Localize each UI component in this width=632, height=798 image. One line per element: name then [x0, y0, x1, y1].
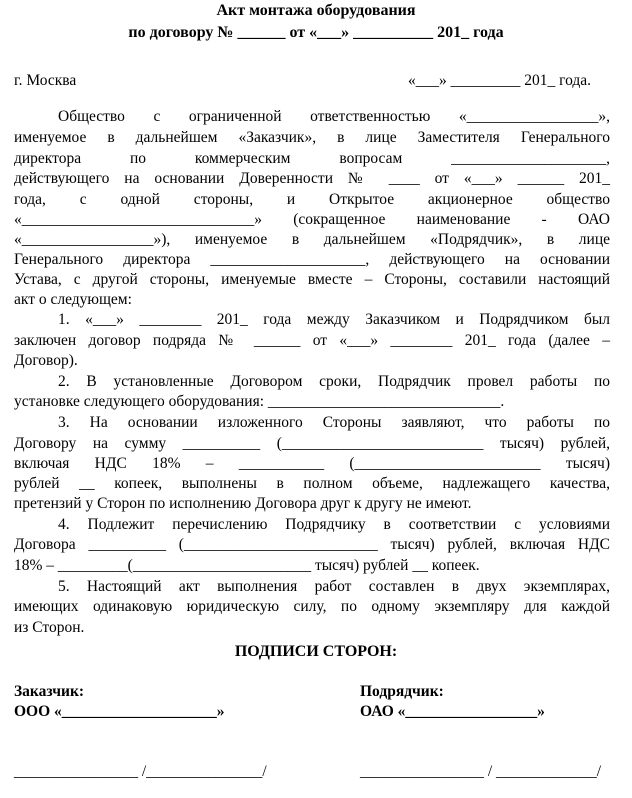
text-line: «_________________»), именуемое в дальнейшем «Подрядчик», в лице — [14, 231, 610, 248]
document-title: Акт монтажа оборудования — [216, 2, 416, 19]
document-date: «___» _________ 201_ года. — [408, 72, 592, 89]
city-label: г. Москва — [14, 72, 77, 89]
text-line: 2. В установленные Договором сроки, Подрядчик провел работы по — [58, 373, 610, 390]
text-line: 3. На основании изложенного Стороны заявляют, что работы по — [58, 414, 610, 431]
contractor-role-label: Подрядчик: — [360, 683, 444, 700]
text-line: Договора __________ (_________________________ тысяч) рублей, включая НДС — [14, 536, 610, 553]
customer-signature-line: ________________ /_______________/ — [14, 763, 267, 780]
text-line: акт о следующем: — [14, 291, 132, 308]
text-line: имеющих одинаковую юридическую силу, по одному экземпляру для каждой — [14, 598, 610, 615]
text-line: 5. Настоящий акт выполнения работ составлен в двух экземплярах, — [58, 578, 610, 595]
text-line: установке следующего оборудования: ______________________________. — [14, 393, 505, 410]
text-line: «______________________________» (сокращенное наименование - ОАО — [14, 211, 610, 228]
signatures-heading: ПОДПИСИ СТОРОН: — [234, 643, 398, 660]
text-line: заключен договор подряда № ______ от «___» ________ 201_ года (далее – — [14, 332, 610, 349]
customer-role-label: Заказчик: — [14, 683, 85, 700]
text-line: 1. «___» ________ 201_ года между Заказчиком и Подрядчиком был — [58, 311, 610, 328]
text-line: рублей __ копеек, выполнены в полном объеме, надлежащего качества, — [14, 475, 610, 492]
text-line: года, с одной стороны, и Открытое акционерное общество — [14, 191, 610, 208]
text-line: директора по коммерческим вопросам ____________________, — [14, 150, 610, 167]
text-line: Договору на сумму __________ (__________________________ тысяч) рублей, — [14, 435, 610, 452]
text-line: претензий у Сторон по исполнению Договора друг к другу не имеют. — [14, 495, 472, 512]
text-line: 18% – _________(_______________________ тысяч) рублей __ копеек. — [14, 557, 480, 574]
text-line: Договор). — [14, 352, 78, 369]
text-line: включая НДС 18% – ___________ (________________________ тысяч) — [14, 455, 610, 472]
text-line: 4. Подлежит перечислению Подрядчику в соответствии с условиями — [58, 516, 610, 533]
text-line: Общество с ограниченной ответственностью «_________________», — [58, 108, 610, 125]
customer-organization: ООО «____________________» — [14, 703, 225, 720]
text-line: действующего на основании Доверенности № ____ от «___» ______ 201_ — [14, 170, 610, 187]
text-line: именуемое в дальнейшем «Заказчик», в лице Заместителя Генерального — [14, 129, 610, 146]
text-line: из Сторон. — [14, 619, 85, 636]
contractor-organization: ОАО «_________________» — [360, 703, 545, 720]
contractor-signature-line: ________________ / _____________/ — [360, 763, 602, 780]
document-subtitle: по договору № ______ от «___» __________ 201_ года — [128, 24, 504, 41]
text-line: Устава, с другой стороны, именуемые вместе – Стороны, составили настоящий — [14, 271, 610, 288]
text-line: Генерального директора ____________________, действующего на основании — [14, 251, 610, 268]
